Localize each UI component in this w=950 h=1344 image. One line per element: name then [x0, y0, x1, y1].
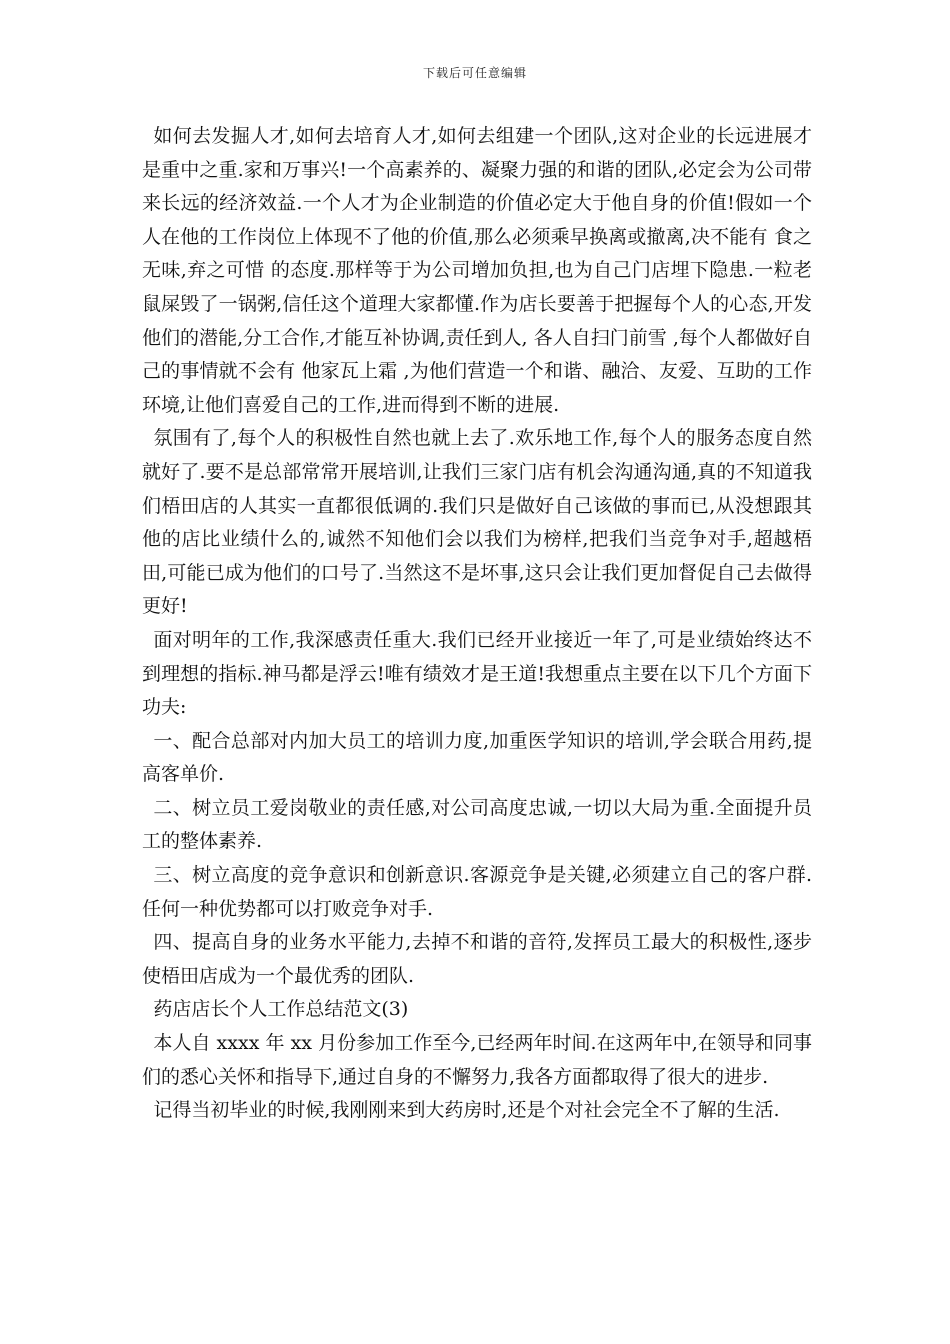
- page-header: 下载后可任意编辑: [422, 66, 527, 80]
- paragraph-talent: 如何去发掘人才,如何去培育人才,如何去组建一个团队,这对企业的长远进展才是重中之重.家和万事兴!一个高素养的、凝聚力强的和谐的团队,必定会为公司带来长远的经济效益.一个人才为企业制造的价值必定大于他自身的价值!假如一个人在他的工作岗位上体现不了他的价值,那么必须乘早换离或撤离,决不能有 食之无味,弃之可惜 的态度.那样等于为公司增加负担,也为自己门店埋下隐患.一粒老鼠屎毁了一锅粥,信任这个道理大家都懂.作为店长要善于把握每个人的心态,开发他们的潜能,分工合作,才能互补协调,责任到人, 各人自扫门前雪 ,每个人都做好自己的事情就不会有 他家瓦上霜 ,为他们营造一个和谐、融洽、友爱、互助的工作环境,让他们喜爱自己的工作,进而得到不断的进展.: [142, 125, 812, 416]
- list-item-1: 一、配合总部对内加大员工的培训力度,加重医学知识的培训,学会联合用药,提高客单价.: [142, 729, 812, 786]
- paragraph-next-year: 面对明年的工作,我深感责任重大.我们已经开业接近一年了,可是业绩始终达不到理想的指标.神马都是浮云!唯有绩效才是王道!我想重点主要在以下几个方面下功夫:: [142, 628, 812, 719]
- list-item-2: 二、树立员工爱岗敬业的责任感,对公司高度忠诚,一切以大局为重.全面提升员工的整体素养.: [142, 796, 812, 853]
- paragraph-intro: 本人自 xxxx 年 xx 月份参加工作至今,已经两年时间.在这两年中,在领导和同事们的悉心关怀和指导下,通过自身的不懈努力,我各方面都取得了很大的进步.: [142, 1032, 812, 1088]
- section-title: 药店店长个人工作总结范文(3): [153, 998, 409, 1021]
- paragraph-atmosphere: 氛围有了,每个人的积极性自然也就上去了.欢乐地工作,每个人的服务态度自然就好了.要不是总部常常开展培训,让我们三家门店有机会沟通沟通,真的不知道我们梧田店的人其实一直都很低调的.我们只是做好自己该做的事而已,从没想跟其他的店比业绩什么的,诚然不知他们会以我们为榜样,把我们当竞争对手,超越梧田,可能已成为他们的口号了.当然这不是坏事,这只会让我们更加督促自己去做得更好!: [142, 427, 812, 618]
- list-item-4: 四、提高自身的业务水平能力,去掉不和谐的音符,发挥员工最大的积极性,逐步使梧田店成为一个最优秀的团队.: [142, 931, 812, 987]
- paragraph-memory: 记得当初毕业的时候,我刚刚来到大药房时,还是个对社会完全不了解的生活.: [153, 1099, 780, 1122]
- document-body: [142, 120, 812, 1128]
- list-item-3: 三、树立高度的竞争意识和创新意识.客源竞争是关键,必须建立自己的客户群.任何一种优势都可以打败竞争对手.: [142, 864, 812, 920]
